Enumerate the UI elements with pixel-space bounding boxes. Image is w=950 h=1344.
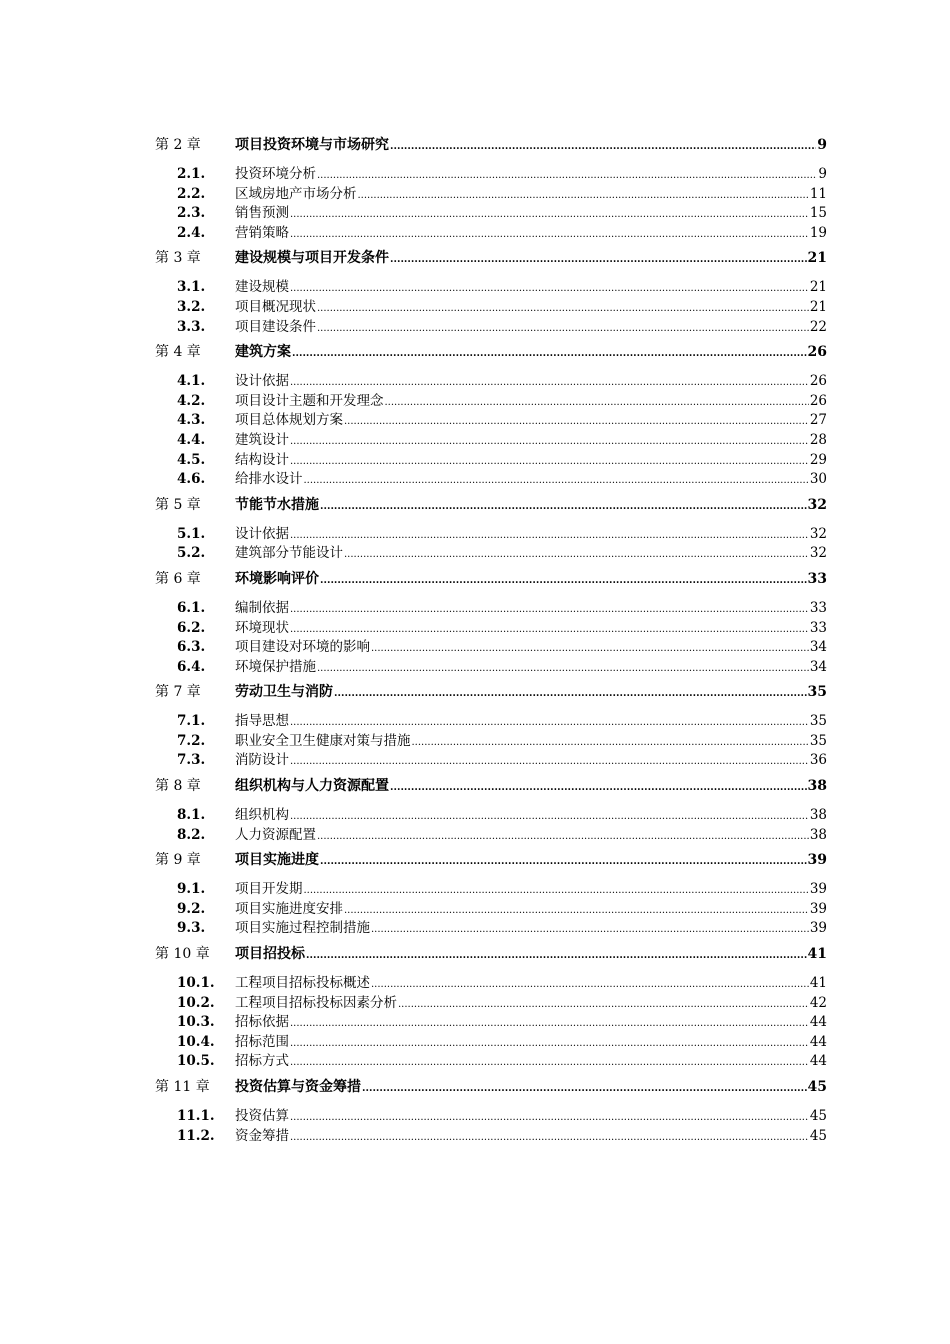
- section-number: 9.1.: [177, 881, 206, 898]
- dot-leader: [317, 299, 809, 315]
- toc-section-entry[interactable]: [155, 428, 827, 448]
- section-page-number: 32: [809, 525, 827, 542]
- toc-section-entry[interactable]: [155, 182, 827, 202]
- chapter-page-number: 39: [807, 852, 827, 869]
- dot-leader: [344, 412, 809, 428]
- toc-section-entry[interactable]: [155, 897, 827, 917]
- toc-section-entry[interactable]: [155, 389, 827, 409]
- dot-leader: [290, 1128, 809, 1144]
- dot-leader: [320, 571, 807, 587]
- toc-section-entry[interactable]: [155, 369, 827, 389]
- section-title: 招标依据: [235, 1014, 289, 1031]
- dot-leader: [290, 373, 809, 389]
- section-page-number: 42: [809, 994, 827, 1011]
- toc-chapter-entry[interactable]: [155, 849, 827, 871]
- section-page-number: 36: [809, 752, 827, 769]
- toc-chapter-entry[interactable]: [155, 341, 827, 363]
- dot-leader: [290, 1053, 809, 1069]
- section-list: [155, 369, 827, 487]
- dot-leader: [304, 881, 809, 897]
- chapter-page-number: 21: [807, 250, 827, 267]
- dot-leader: [290, 1108, 809, 1124]
- chapter-page-number: 32: [807, 496, 827, 513]
- dot-leader: [344, 901, 809, 917]
- section-page-number: 39: [809, 900, 827, 917]
- section-title: 工程项目招标投标概述: [235, 975, 370, 992]
- section-title: 招标方式: [235, 1053, 289, 1070]
- section-page-number: 39: [809, 881, 827, 898]
- dot-leader: [290, 279, 809, 295]
- toc-chapter-entry[interactable]: [155, 247, 827, 269]
- dot-leader: [290, 205, 809, 221]
- dot-leader: [390, 250, 807, 266]
- toc-section-entry[interactable]: [155, 201, 827, 221]
- toc-section-entry[interactable]: [155, 709, 827, 729]
- section-list: [155, 275, 827, 334]
- section-number: 4.5.: [177, 451, 206, 468]
- dot-leader: [385, 393, 809, 409]
- dot-leader: [371, 975, 809, 991]
- toc-chapter-entry[interactable]: [155, 568, 827, 590]
- section-page-number: 33: [809, 599, 827, 616]
- section-page-number: 30: [809, 471, 827, 488]
- section-page-number: 44: [809, 1053, 827, 1070]
- dot-leader: [371, 920, 809, 936]
- section-page-number: 35: [809, 713, 827, 730]
- toc-section-entry[interactable]: [155, 916, 827, 936]
- dot-leader: [290, 807, 809, 823]
- section-page-number: 38: [809, 826, 827, 843]
- section-page-number: 19: [809, 224, 827, 241]
- section-title: 招标范围: [235, 1033, 289, 1050]
- section-number: 5.2.: [177, 545, 206, 562]
- toc-section-entry[interactable]: [155, 991, 827, 1011]
- dot-leader: [290, 526, 809, 542]
- section-page-number: 41: [809, 975, 827, 992]
- chapter-number: 第 11 章: [155, 1079, 210, 1095]
- chapter-page-number: 45: [807, 1079, 827, 1095]
- dot-leader: [290, 620, 809, 636]
- section-list: [155, 1104, 827, 1143]
- section-number: 7.2.: [177, 732, 206, 749]
- chapter-title: 节能节水措施: [235, 496, 319, 513]
- section-number: 6.2.: [177, 619, 206, 636]
- section-title: 建筑部分节能设计: [235, 545, 343, 562]
- chapter-title: 投资估算与资金筹措: [235, 1079, 361, 1095]
- section-title: 项目实施过程控制措施: [235, 920, 370, 937]
- dot-leader: [290, 432, 809, 448]
- section-title: 项目设计主题和开发理念: [235, 392, 384, 409]
- dot-leader: [362, 1079, 807, 1095]
- section-list: [155, 803, 827, 842]
- section-number: 11.2.: [177, 1127, 215, 1144]
- dot-leader: [371, 639, 809, 655]
- section-page-number: 45: [809, 1127, 827, 1144]
- dot-leader: [317, 166, 817, 182]
- section-number: 7.1.: [177, 713, 206, 730]
- section-title: 消防设计: [235, 752, 289, 769]
- toc-chapter-entry[interactable]: [155, 134, 827, 156]
- section-page-number: 21: [809, 298, 827, 315]
- section-title: 职业安全卫生健康对策与措施: [235, 732, 411, 749]
- section-page-number: 26: [809, 392, 827, 409]
- toc-chapter-entry[interactable]: [155, 681, 827, 703]
- dot-leader: [290, 752, 809, 768]
- chapter-page-number: 26: [807, 344, 827, 361]
- section-number: 10.5.: [177, 1053, 215, 1070]
- dot-leader: [390, 778, 807, 794]
- section-title: 组织机构: [235, 807, 289, 824]
- toc-section-entry[interactable]: [155, 295, 827, 315]
- chapter-number: 第 2 章: [155, 137, 201, 153]
- dot-leader: [412, 733, 809, 749]
- section-title: 人力资源配置: [235, 826, 316, 843]
- section-title: 环境保护措施: [235, 658, 316, 675]
- toc-section-entry[interactable]: [155, 877, 827, 897]
- chapter-title: 环境影响评价: [235, 570, 319, 587]
- chapter-title: 建设规模与项目开发条件: [235, 250, 389, 267]
- section-title: 建设规模: [235, 279, 289, 296]
- dot-leader: [290, 600, 809, 616]
- chapter-title: 项目实施进度: [235, 852, 319, 869]
- dot-leader: [358, 186, 809, 202]
- chapter-title: 劳动卫生与消防: [235, 684, 333, 701]
- dot-leader: [292, 344, 807, 360]
- dot-leader: [320, 852, 807, 868]
- dot-leader: [306, 946, 807, 962]
- dot-leader: [317, 659, 809, 675]
- chapter-number: 第 5 章: [155, 496, 201, 513]
- section-number: 3.2.: [177, 298, 206, 315]
- chapter-number: 第 4 章: [155, 344, 201, 361]
- dot-leader: [317, 319, 809, 335]
- section-page-number: 9: [818, 166, 827, 182]
- section-title: 项目开发期: [235, 881, 303, 898]
- toc-section-entry[interactable]: [155, 221, 827, 241]
- toc-section-entry[interactable]: [155, 655, 827, 675]
- section-title: 项目总体规划方案: [235, 412, 343, 429]
- chapter-number: 第 8 章: [155, 778, 201, 795]
- section-title: 项目建设条件: [235, 318, 316, 335]
- section-number: 3.3.: [177, 318, 206, 335]
- section-title: 销售预测: [235, 205, 289, 222]
- section-number: 2.3.: [177, 205, 206, 222]
- toc-section-entry[interactable]: [155, 1010, 827, 1030]
- section-title: 项目建设对环境的影响: [235, 639, 370, 656]
- section-number: 10.3.: [177, 1014, 215, 1031]
- dot-leader: [320, 497, 807, 513]
- toc-section-entry[interactable]: [155, 803, 827, 823]
- toc-section-entry[interactable]: [155, 541, 827, 561]
- section-number: 4.4.: [177, 431, 206, 448]
- dot-leader: [304, 471, 809, 487]
- chapter-page-number: 9: [817, 137, 827, 153]
- section-number: 3.1.: [177, 279, 206, 296]
- toc-section-entry[interactable]: [155, 616, 827, 636]
- section-title: 工程项目招标投标因素分析: [235, 994, 397, 1011]
- section-page-number: 28: [809, 431, 827, 448]
- chapter-number: 第 9 章: [155, 852, 201, 869]
- chapter-number: 第 6 章: [155, 570, 201, 587]
- dot-leader: [344, 545, 809, 561]
- section-page-number: 11: [809, 185, 827, 202]
- section-page-number: 33: [809, 619, 827, 636]
- section-page-number: 22: [809, 318, 827, 335]
- section-page-number: 34: [809, 639, 827, 656]
- section-page-number: 32: [809, 545, 827, 562]
- section-number: 10.4.: [177, 1033, 215, 1050]
- section-number: 2.2.: [177, 185, 206, 202]
- section-number: 10.1.: [177, 975, 215, 992]
- dot-leader: [290, 713, 809, 729]
- section-page-number: 44: [809, 1014, 827, 1031]
- section-number: 7.3.: [177, 752, 206, 769]
- toc-section-entry[interactable]: [155, 315, 827, 335]
- section-number: 5.1.: [177, 525, 206, 542]
- toc-section-entry[interactable]: [155, 1049, 827, 1069]
- section-number: 6.4.: [177, 658, 206, 675]
- section-title: 资金筹措: [235, 1127, 289, 1144]
- section-list: [155, 596, 827, 674]
- toc-section-entry[interactable]: [155, 408, 827, 428]
- section-page-number: 29: [809, 451, 827, 468]
- table-of-contents: [155, 134, 827, 1143]
- section-title: 指导思想: [235, 713, 289, 730]
- section-title: 投资环境分析: [235, 166, 316, 182]
- chapter-title: 组织机构与人力资源配置: [235, 778, 389, 795]
- section-list: [155, 971, 827, 1069]
- section-title: 营销策略: [235, 224, 289, 241]
- toc-section-entry[interactable]: [155, 1124, 827, 1144]
- dot-leader: [334, 684, 807, 700]
- toc-section-entry[interactable]: [155, 748, 827, 768]
- section-title: 结构设计: [235, 451, 289, 468]
- dot-leader: [390, 137, 816, 153]
- chapter-page-number: 33: [807, 570, 827, 587]
- toc-chapter-entry[interactable]: [155, 494, 827, 516]
- dot-leader: [290, 1014, 809, 1030]
- section-page-number: 45: [809, 1108, 827, 1124]
- dot-leader: [290, 1034, 809, 1050]
- section-number: 6.3.: [177, 639, 206, 656]
- dot-leader: [398, 995, 809, 1011]
- toc-chapter-entry[interactable]: [155, 775, 827, 797]
- toc-section-entry[interactable]: [155, 162, 827, 182]
- toc-section-entry[interactable]: [155, 1030, 827, 1050]
- toc-section-entry[interactable]: [155, 823, 827, 843]
- section-title: 建筑设计: [235, 431, 289, 448]
- dot-leader: [290, 452, 809, 468]
- section-list: [155, 877, 827, 936]
- dot-leader: [317, 827, 809, 843]
- toc-section-entry[interactable]: [155, 275, 827, 295]
- section-page-number: 38: [809, 807, 827, 824]
- chapter-page-number: 41: [807, 946, 827, 963]
- section-title: 设计依据: [235, 525, 289, 542]
- chapter-title: 建筑方案: [235, 344, 291, 361]
- toc-section-entry[interactable]: [155, 971, 827, 991]
- section-page-number: 35: [809, 732, 827, 749]
- section-title: 给排水设计: [235, 471, 303, 488]
- section-number: 11.1.: [177, 1108, 215, 1124]
- chapter-title: 项目投资环境与市场研究: [235, 137, 389, 153]
- section-title: 项目概况现状: [235, 298, 316, 315]
- toc-section-entry[interactable]: [155, 596, 827, 616]
- section-number: 9.2.: [177, 900, 206, 917]
- chapter-number: 第 7 章: [155, 684, 201, 701]
- dot-leader: [290, 225, 809, 241]
- section-page-number: 21: [809, 279, 827, 296]
- section-number: 8.2.: [177, 826, 206, 843]
- section-number: 4.6.: [177, 471, 206, 488]
- toc-section-entry[interactable]: [155, 729, 827, 749]
- section-page-number: 34: [809, 658, 827, 675]
- section-title: 区域房地产市场分析: [235, 185, 357, 202]
- section-page-number: 44: [809, 1033, 827, 1050]
- section-title: 环境现状: [235, 619, 289, 636]
- section-page-number: 27: [809, 412, 827, 429]
- section-page-number: 15: [809, 205, 827, 222]
- toc-section-entry[interactable]: [155, 522, 827, 542]
- chapter-page-number: 38: [807, 778, 827, 795]
- section-number: 2.4.: [177, 224, 206, 241]
- chapter-number: 第 10 章: [155, 946, 210, 963]
- toc-section-entry[interactable]: [155, 1104, 827, 1124]
- section-number: 8.1.: [177, 807, 206, 824]
- toc-chapter-entry[interactable]: [155, 943, 827, 965]
- chapter-page-number: 35: [807, 684, 827, 701]
- chapter-title: 项目招投标: [235, 946, 305, 963]
- section-title: 编制依据: [235, 599, 289, 616]
- section-number: 10.2.: [177, 994, 215, 1011]
- toc-section-entry[interactable]: [155, 635, 827, 655]
- section-title: 投资估算: [235, 1108, 289, 1124]
- section-number: 4.3.: [177, 412, 206, 429]
- section-title: 设计依据: [235, 373, 289, 390]
- section-list: [155, 709, 827, 768]
- section-number: 6.1.: [177, 599, 206, 616]
- section-number: 4.2.: [177, 392, 206, 409]
- toc-section-entry[interactable]: [155, 467, 827, 487]
- section-number: 2.1.: [177, 166, 206, 182]
- section-title: 项目实施进度安排: [235, 900, 343, 917]
- toc-section-entry[interactable]: [155, 448, 827, 468]
- section-page-number: 39: [809, 920, 827, 937]
- section-number: 9.3.: [177, 920, 206, 937]
- section-number: 4.1.: [177, 373, 206, 390]
- section-list: [155, 522, 827, 561]
- section-list: [155, 162, 827, 240]
- chapter-number: 第 3 章: [155, 250, 201, 267]
- toc-chapter-entry[interactable]: [155, 1076, 827, 1098]
- section-page-number: 26: [809, 373, 827, 390]
